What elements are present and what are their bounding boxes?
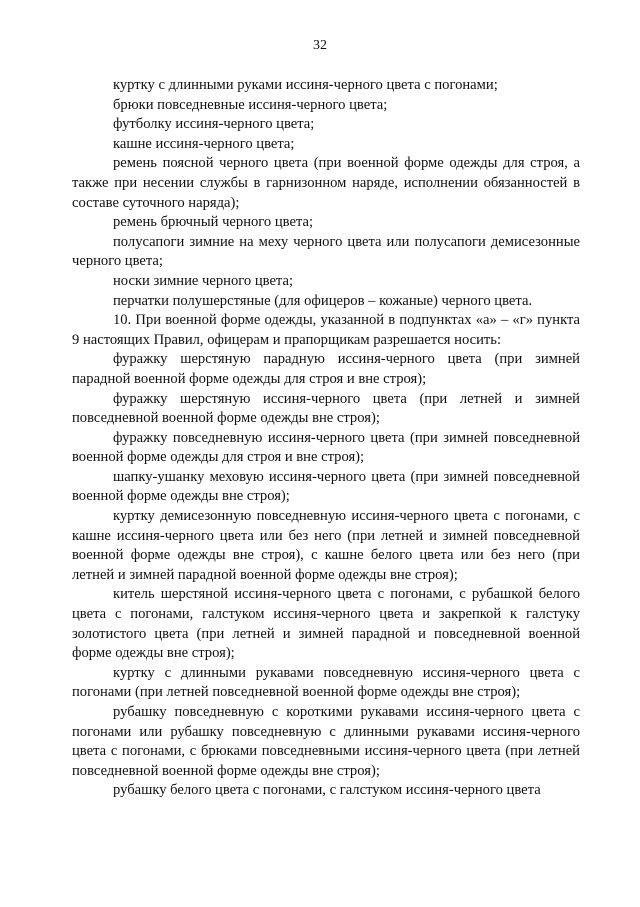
paragraph: ремень брючный черного цвета; bbox=[113, 214, 314, 231]
paragraph: фуражку шерстяную иссиня-черного цвета (при летней и зимней повседневной военной форме одежды вне строя); bbox=[72, 390, 580, 427]
paragraph: фуражку повседневную иссиня-черного цвета (при зимней повседневной военной форме одежды для строя и вне строя); bbox=[72, 429, 580, 466]
paragraph: ремень поясной черного цвета (при военной форме одежды для строя, а также при несении службы в гарнизонном наряде, исполнении обязанностей в составе суточного наряда); bbox=[72, 155, 580, 211]
paragraph: брюки повседневные иссиня-черного цвета; bbox=[113, 96, 388, 113]
paragraph: 10. При военной форме одежды, указанной в подпунктах «а» – «г» пункта 9 настоящих Правил, офицерам и прапорщикам разрешается носить: bbox=[72, 312, 580, 348]
document-body bbox=[72, 76, 580, 801]
paragraph: куртку с длинными руками иссиня-черного цвета с погонами; bbox=[113, 77, 498, 93]
page-number: 32 bbox=[313, 38, 327, 53]
paragraph: рубашку повседневную с короткими рукавами иссиня-черного цвета с погонами или рубашку повседневную с длинными рукавами иссиня-черного цвета с погонами, с брюками повседневными иссиня-черного цвета (при летней повседневной военной форме одежды вне строя); bbox=[72, 704, 580, 779]
paragraph: китель шерстяной иссиня-черного цвета с погонами, с рубашкой белого цвета с погонами, галстуком иссиня-черного цвета и закрепкой к галстуку золотистого цвета (при летней и зимней парадной и повседневной военной форме одежды вне строя); bbox=[72, 586, 580, 662]
paragraph: кашне иссиня-черного цвета; bbox=[113, 135, 295, 152]
paragraph: куртку с длинными рукавами повседневную иссиня-черного цвета с погонами (при летней повседневной военной форме одежды вне строя); bbox=[72, 664, 580, 701]
paragraph: носки зимние черного цвета; bbox=[113, 272, 294, 289]
paragraph: полусапоги зимние на меху черного цвета или полусапоги демисезонные черного цвета; bbox=[72, 233, 580, 270]
paragraph: футболку иссиня-черного цвета; bbox=[113, 116, 315, 133]
paragraph: куртку демисезонную повседневную иссиня-черного цвета с погонами, с кашне иссиня-черного цвета или без него (при летней и зимней повседневной военной форме одежды вне строя), с кашне белого цвета или без него (при летней и зимней парадной военной форме одежды вне строя); bbox=[72, 508, 580, 583]
paragraph: перчатки полушерстяные (для офицеров – кожаные) черного цвета. bbox=[113, 292, 533, 309]
paragraph: шапку-ушанку меховую иссиня-черного цвета (при зимней повседневной военной форме одежды вне строя); bbox=[72, 468, 580, 505]
paragraph: рубашку белого цвета с погонами, с галстуком иссиня-черного цвета bbox=[113, 782, 541, 799]
paragraph: фуражку шерстяную парадную иссиня-черного цвета (при зимней парадной военной форме одежды для строя и вне строя); bbox=[72, 351, 580, 387]
